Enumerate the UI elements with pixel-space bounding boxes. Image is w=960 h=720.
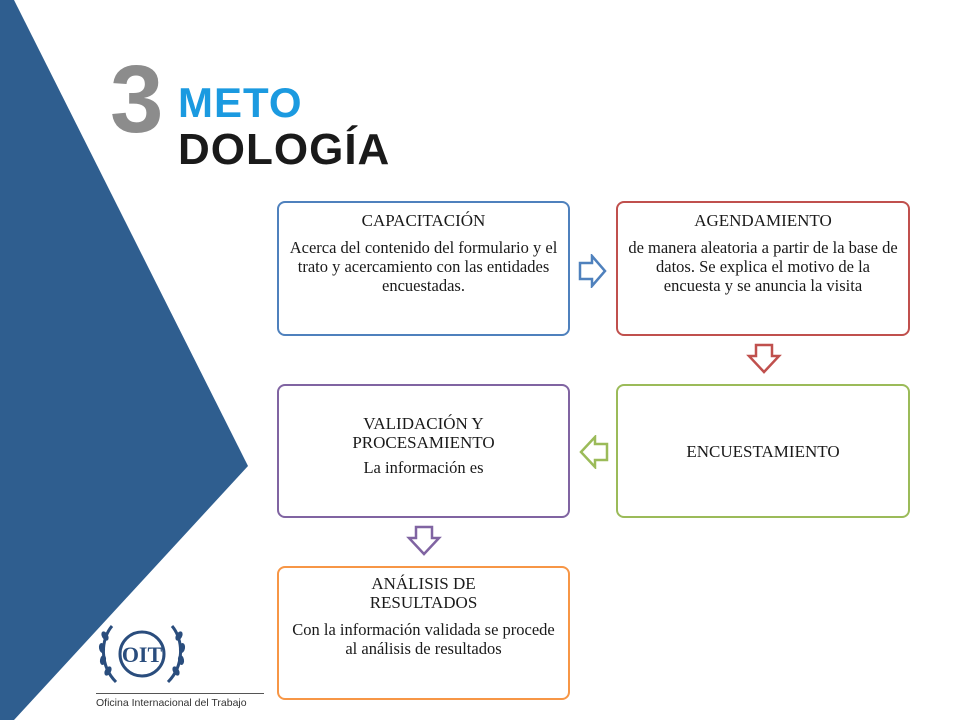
arrow-down-icon bbox=[746, 343, 782, 375]
step-validacion-box bbox=[277, 384, 570, 518]
step-capacitacion-box bbox=[277, 201, 570, 336]
section-number: 3 bbox=[110, 46, 164, 153]
title-part-1: METO bbox=[178, 79, 303, 126]
step-analisis-box bbox=[277, 566, 570, 700]
step-heading: AGENDAMIENTO bbox=[694, 211, 832, 230]
logo-caption: Oficina Internacional del Trabajo bbox=[96, 693, 264, 709]
step-heading: ENCUESTAMIENTO bbox=[686, 441, 840, 461]
step-agendamiento-box bbox=[616, 201, 910, 336]
arrow-left-icon bbox=[578, 435, 610, 469]
title-part-2: DOLOGÍA bbox=[178, 125, 391, 174]
step-heading: VALIDACIÓN Y PROCESAMIENTO bbox=[352, 414, 495, 452]
logo-monogram: OIT bbox=[121, 642, 163, 667]
arrow-down-icon bbox=[406, 525, 442, 557]
step-heading: ANÁLISIS DE RESULTADOS bbox=[369, 574, 478, 612]
step-body: de manera aleatoria a partir de la base de datos. Se explica el motivo de la encuesta y se anuncia la visita bbox=[628, 238, 898, 295]
step-body: Con la información validada se procede al análisis de resultados bbox=[292, 620, 555, 658]
step-encuestamiento-box bbox=[616, 384, 910, 518]
step-body: Acerca del contenido del formulario y el trato y acercamiento con las entidades encuestadas. bbox=[289, 238, 558, 295]
step-heading: CAPACITACIÓN bbox=[361, 211, 486, 230]
step-body: La información es bbox=[363, 458, 484, 477]
oit-logo bbox=[94, 618, 190, 690]
arrow-right-icon bbox=[578, 254, 608, 288]
